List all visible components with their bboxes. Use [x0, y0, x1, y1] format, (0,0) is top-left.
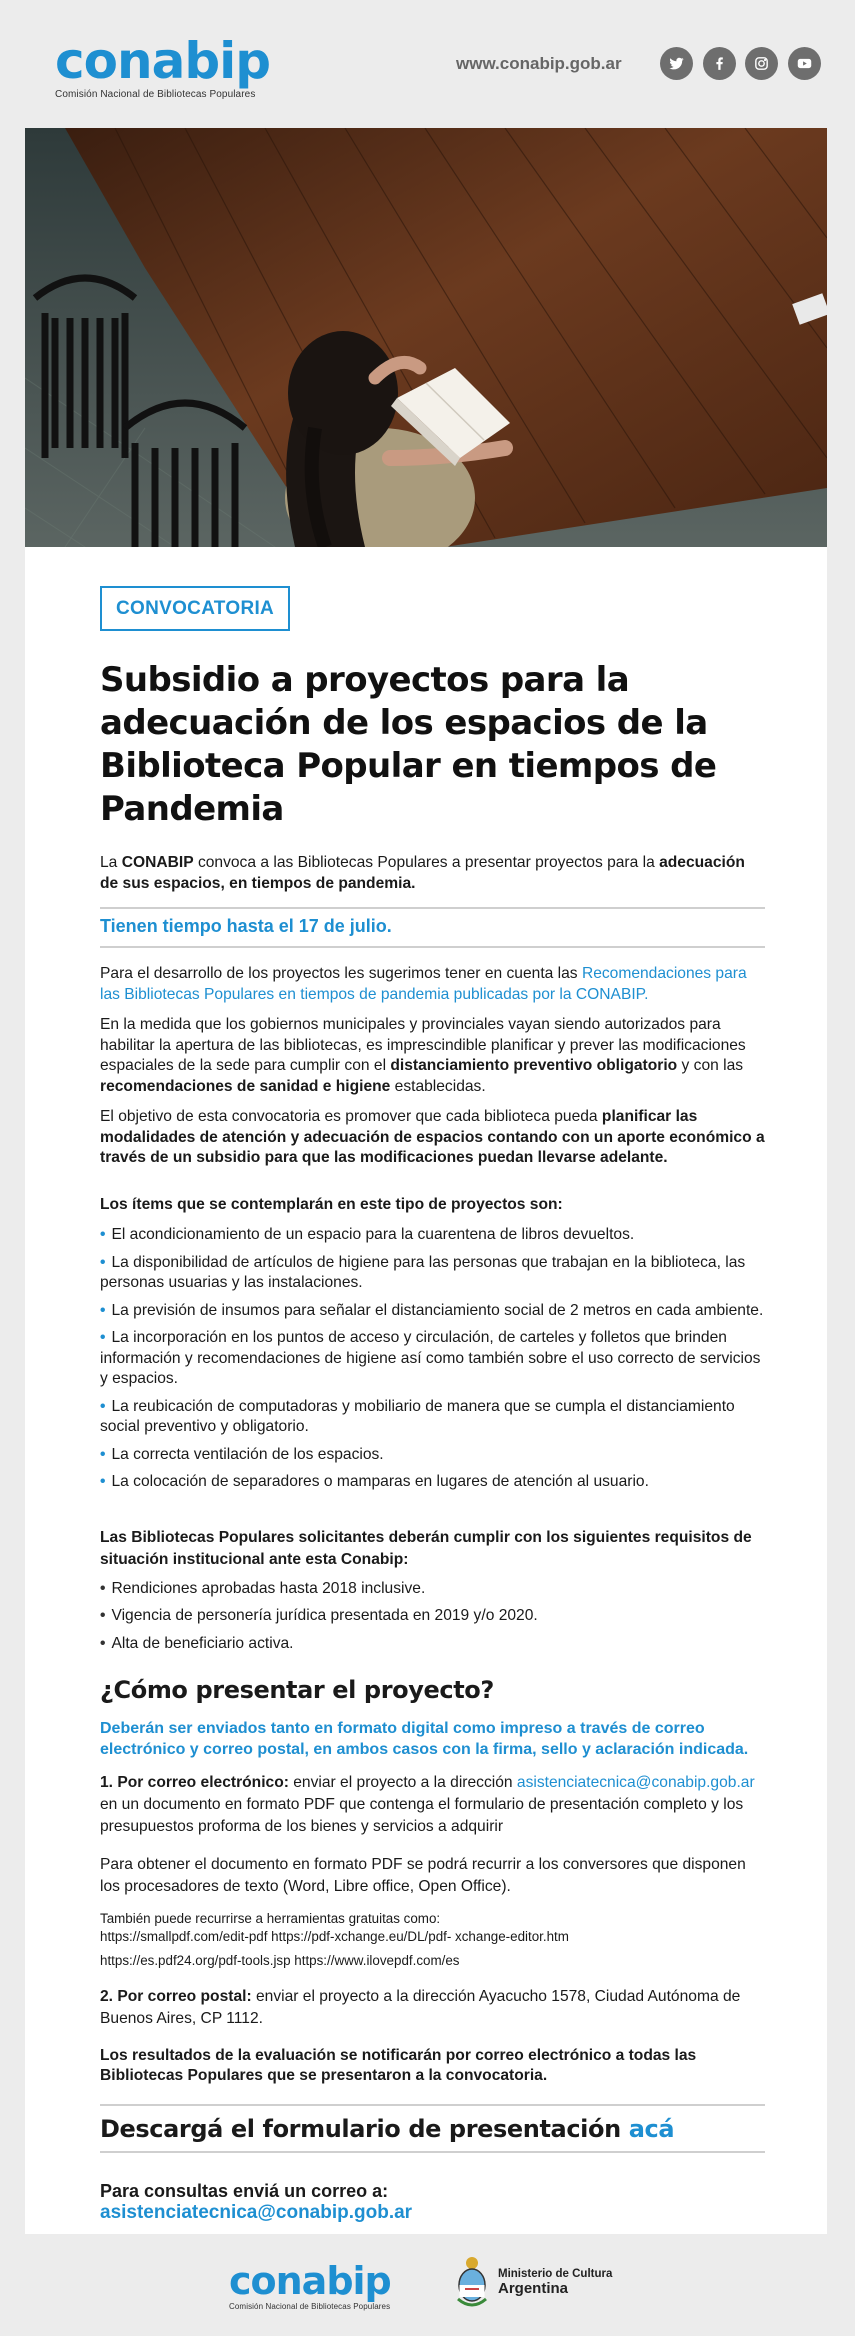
list-item: • La reubicación de computadoras y mobiliario de manera que se cumpla el distanciamiento social preventivo y obligatorio.	[100, 1397, 735, 1435]
content-card	[25, 128, 827, 2234]
email-link[interactable]: asistenciatecnica@conabip.gob.ar	[516, 1774, 755, 1791]
coat-of-arms-icon	[455, 2255, 489, 2309]
header	[0, 0, 855, 128]
twitter-icon[interactable]	[660, 47, 693, 80]
footer-logo-subtitle: Comisión Nacional de Bibliotecas Populares	[229, 2302, 391, 2311]
list-item: • La correcta ventilación de los espacios.	[100, 1445, 384, 1463]
footer-conabip-logo[interactable]	[229, 2259, 391, 2311]
list-item: • La incorporación en los puntos de acceso y circulación, de carteles y folletos que brinden información y recomendaciones de higiene así como también sobre el uso correcto de servicios y espacios.	[100, 1329, 761, 1387]
requirements-heading: Las Bibliotecas Populares solicitantes deberán cumplir con los siguientes requisitos de situación institucional ante esta Conabip:	[100, 1528, 752, 1568]
footer-logo-wordmark: conabip	[229, 2259, 391, 2303]
convocatoria-tag: CONVOCATORIA	[100, 586, 290, 631]
requirements-list	[100, 1579, 765, 1655]
main-content	[100, 586, 765, 2224]
items-heading: Los ítems que se contemplarán en este tipo de proyectos son:	[100, 1195, 563, 1213]
tools-line: También puede recurrirse a herramientas gratuitas como:	[100, 1911, 441, 1926]
tools-links[interactable]: https://es.pdf24.org/pdf-tools.jsp https://www.ilovepdf.com/es	[100, 1953, 460, 1968]
hero-image	[25, 128, 827, 547]
contact-block	[100, 2181, 765, 2224]
instagram-icon[interactable]	[745, 47, 778, 80]
list-item: • Vigencia de personería jurídica presentada en 2019 y/o 2020.	[100, 1607, 538, 1624]
objective-paragraph: El objetivo de esta convocatoria es promover que cada biblioteca pueda planificar las modalidades de atención y adecuación de espacios contando con un aporte económico a través de un subsidio para que las modificaciones puedan llevarse adelante.	[100, 1108, 765, 1166]
divider	[100, 946, 765, 948]
pdf-note: Para obtener el documento en formato PDF se podrá recurrir a los conversores que disponen los procesadores de texto (Word, Libre office, Open Office).	[100, 1856, 746, 1895]
contact-email-link[interactable]: asistenciatecnica@conabip.gob.ar	[100, 2202, 413, 2223]
youtube-icon[interactable]	[788, 47, 821, 80]
logo-wordmark: conabip	[55, 32, 271, 90]
facebook-icon[interactable]	[703, 47, 736, 80]
deadline-text: Tienen tiempo hasta el 17 de julio.	[100, 916, 392, 936]
items-list	[100, 1225, 765, 1493]
intro-paragraph: La CONABIP convoca a las Bibliotecas Populares a presentar proyectos para la adecuación de sus espacios, en tiempos de pandemia.	[100, 854, 745, 892]
step-postal: 2. Por correo postal: enviar el proyecto a la dirección Ayacucho 1578, Ciudad Autónoma de Buenos Aires, CP 1112.	[100, 1988, 741, 2027]
country-name: Argentina	[498, 2279, 569, 2297]
step-email: 1. Por correo electrónico: enviar el proyecto a la dirección asistenciatecnica@conabip.gob.ar en un documento en formato PDF que contenga el formulario de presentación completo y los presupuestos proforma de los bienes y servicios a adquirir	[100, 1774, 755, 1835]
recommendations-paragraph: Para el desarrollo de los proyectos les sugerimos tener en cuenta las Recomendaciones para las Bibliotecas Populares en tiempos de pandemia publicadas por la CONABIP.	[100, 965, 747, 1003]
site-url-link[interactable]: www.conabip.gob.ar	[456, 54, 622, 73]
list-item: • Alta de beneficiario activa.	[100, 1634, 294, 1652]
download-link[interactable]: acá	[628, 2115, 675, 2143]
list-item: • Rendiciones aprobadas hasta 2018 inclusive.	[100, 1579, 426, 1597]
list-item: • La colocación de separadores o mamparas en lugares de atención al usuario.	[100, 1473, 649, 1490]
logo-subtitle: Comisión Nacional de Bibliotecas Populares	[55, 89, 256, 100]
tools-links[interactable]: https://smallpdf.com/edit-pdf https://pdf-xchange.eu/DL/pdf- xchange-editor.htm	[100, 1929, 569, 1944]
list-item: • El acondicionamiento de un espacio para la cuarentena de libros devueltos.	[100, 1226, 635, 1243]
distancing-paragraph: En la medida que los gobiernos municipales y provinciales vayan siendo autorizados para habilitar la apertura de las bibliotecas, es imprescindible planificar y prever las modificaciones espaciales de la sede para cumplir con el distanciamiento preventivo obligatorio y con las recomendaciones de sanidad e higiene establecidas.	[100, 1016, 746, 1095]
ministry-name: Ministerio de Cultura	[498, 2267, 613, 2280]
list-item: • La previsión de insumos para señalar el distanciamiento social de 2 metros en cada ambiente.	[100, 1301, 764, 1319]
results-notice: Los resultados de la evaluación se notificarán por correo electrónico a todas las Bibliotecas Populares que se presentaron a la convocatoria.	[100, 2047, 697, 2084]
download-form-banner: Descargá el formulario de presentación acá	[100, 2104, 765, 2153]
recommendations-link[interactable]: Recomendaciones para las Bibliotecas Populares en tiempos de pandemia publicadas por la CONABIP.	[100, 965, 747, 1003]
list-item: • La disponibilidad de artículos de higiene para las personas que trabajan en la biblioteca, las personas usuarias y las instalaciones.	[100, 1253, 746, 1291]
ministry-logo[interactable]	[455, 2255, 612, 2309]
how-to-submit-heading: ¿Cómo presentar el proyecto?	[100, 1676, 494, 1704]
page-title: Subsidio a proyectos para la adecuación de los espacios de la Biblioteca Popular en tiempos de Pandemia	[100, 660, 717, 829]
contact-label: Para consultas enviá un correo a:	[100, 2181, 389, 2201]
how-to-submit-subtitle: Deberán ser enviados tanto en formato digital como impreso a través de correo electrónico y correo postal, en ambos casos con la firma, sello y aclaración indicada.	[100, 1720, 749, 1758]
conabip-logo[interactable]	[55, 32, 271, 100]
